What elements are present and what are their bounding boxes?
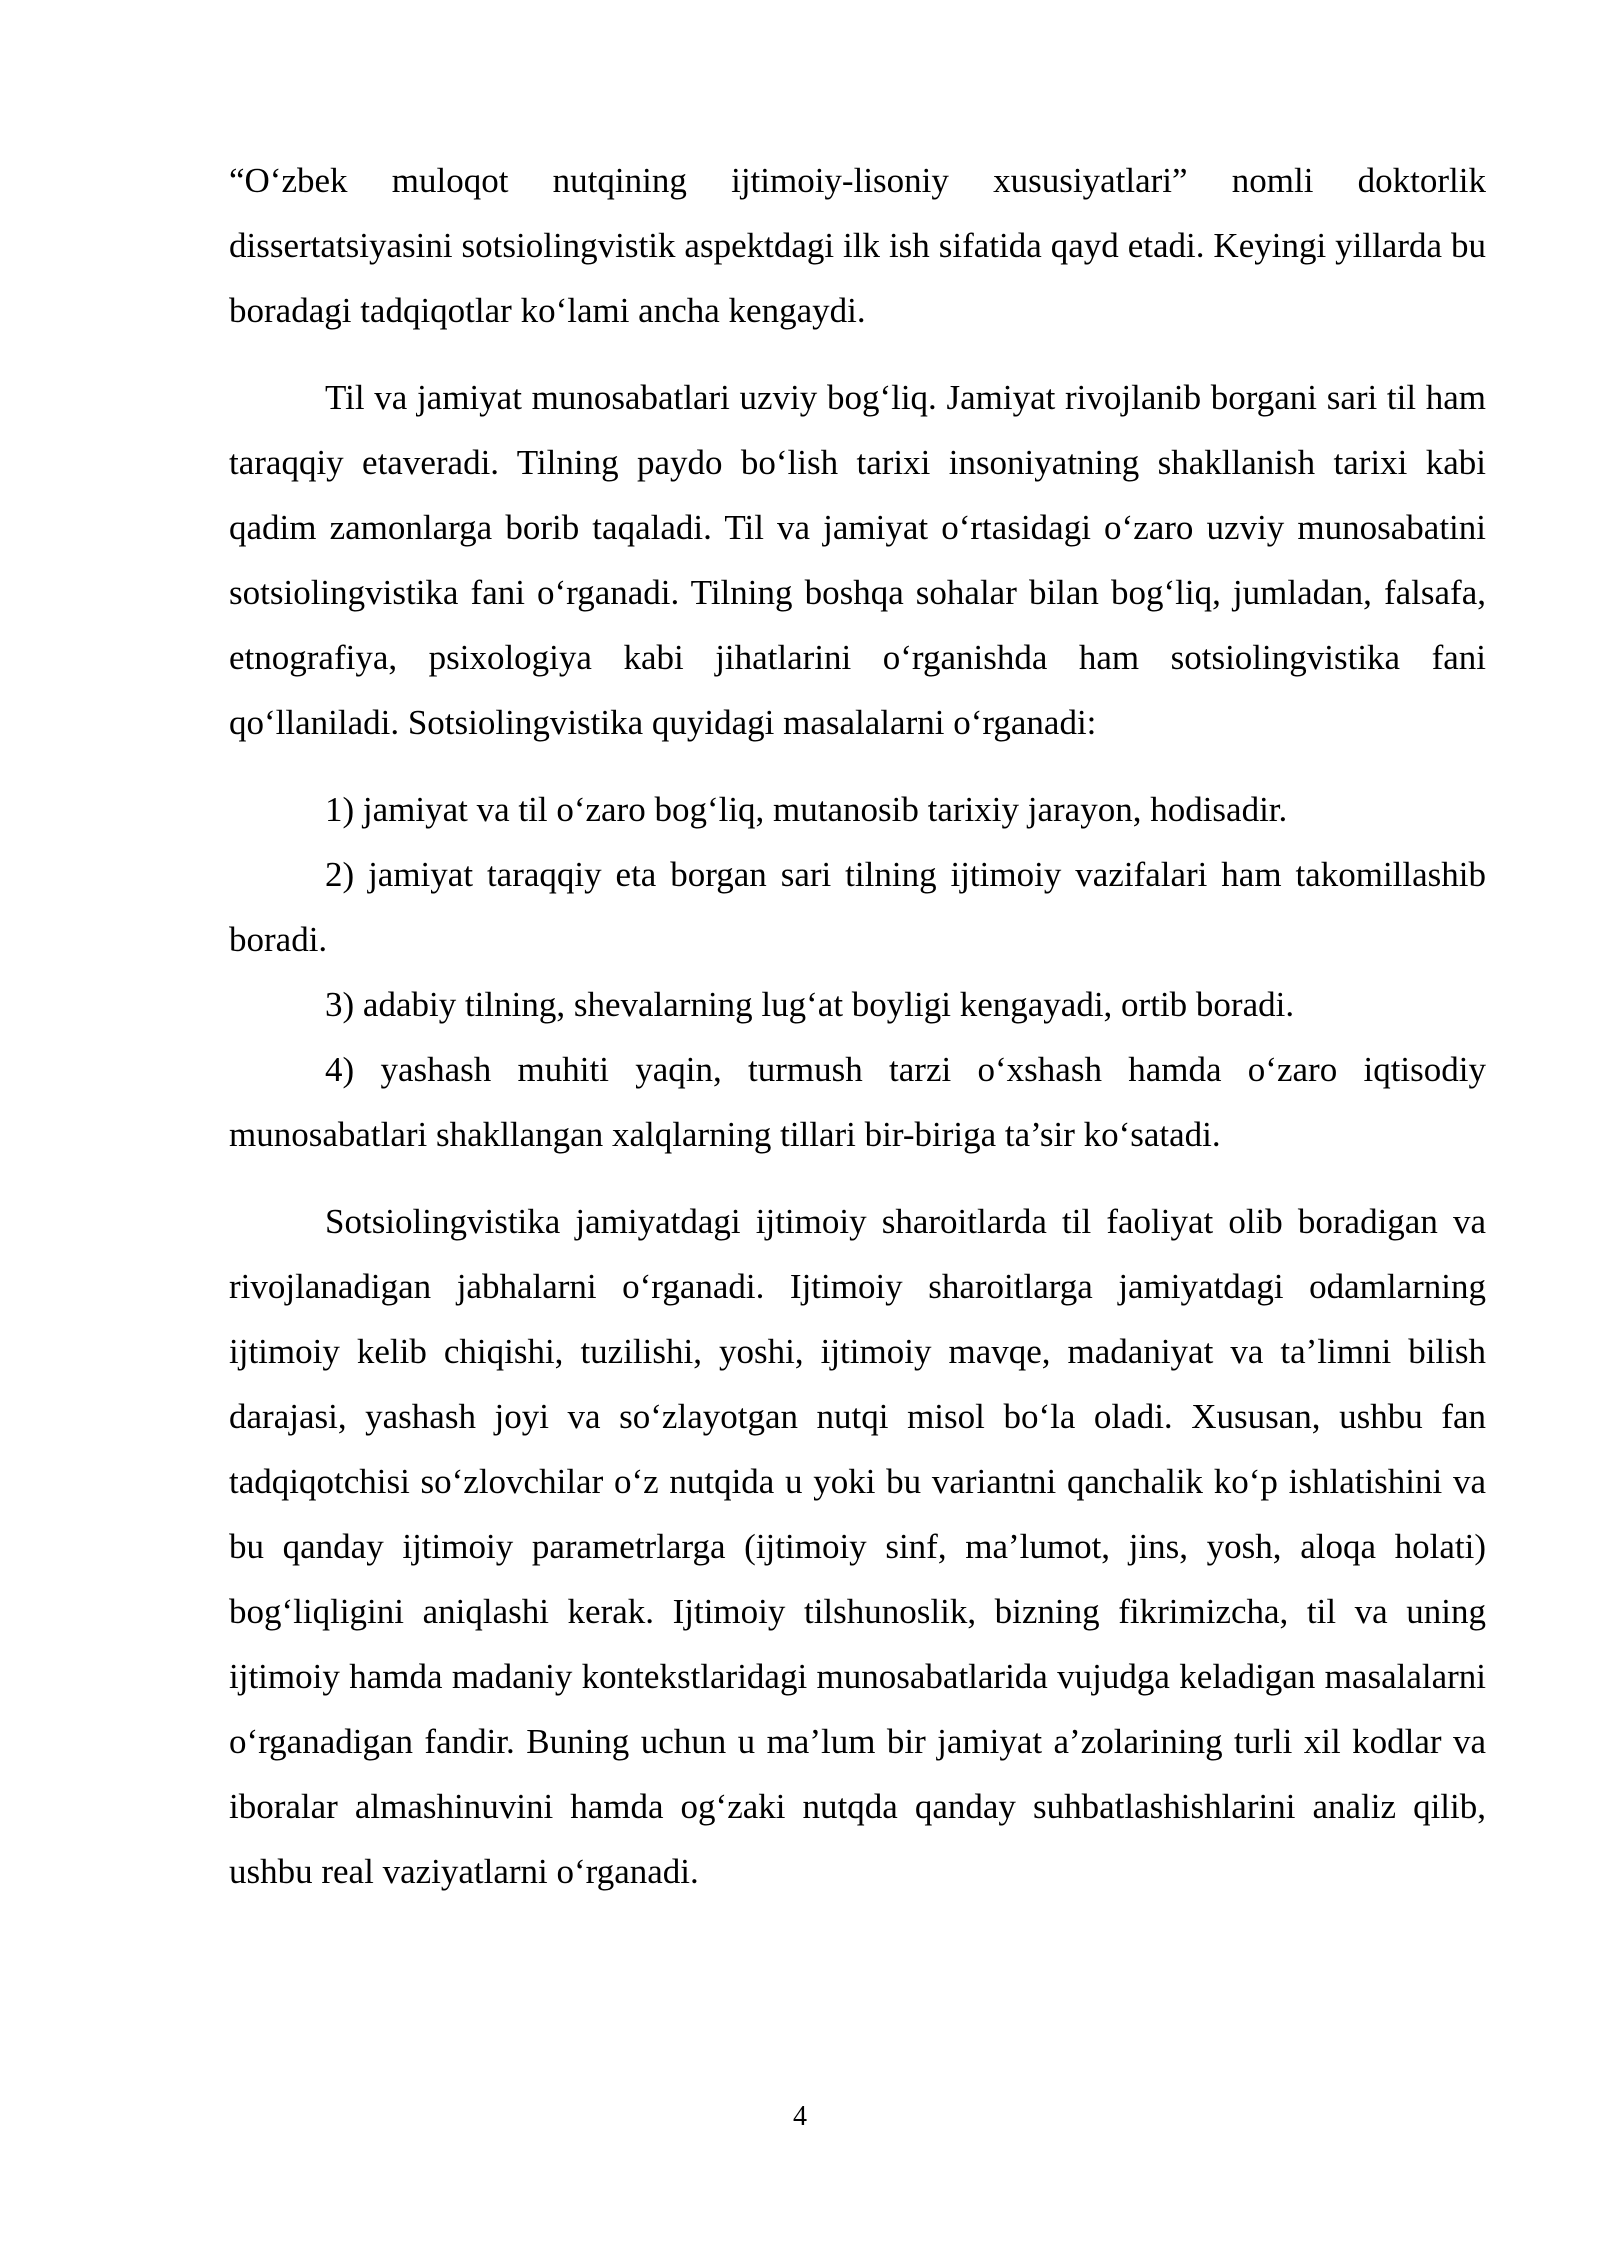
page-body <box>229 148 1486 1904</box>
paragraph-language-society: Til va jamiyat munosabatlari uzviy bog‘liq. Jamiyat rivojlanib borgani sari til ham taraqqiy etaveradi. Tilning paydo bo‘lish tarixi insoniyatning shakllanish tarixi kabi qadim zamonlarga borib taqaladi. Til va jamiyat o‘rtasidagi o‘zaro uzviy munosabatini sotsiolingvistika fani o‘rganadi. Tilning boshqa sohalar bilan bog‘liq, jumladan, falsafa, etnografiya, psixologiya kabi jihatlarini o‘rganishda ham sotsiolingvistika fani qo‘llaniladi. Sotsiolingvistika quyidagi masalalarni o‘rganadi: <box>229 378 1486 742</box>
list-item-3: 3) adabiy tilning, shevalarning lug‘at boyligi kengayadi, ortib boradi. <box>325 985 1295 1024</box>
page-number: 4 <box>793 2101 807 2132</box>
list-item-4: 4) yashash muhiti yaqin, turmush tarzi o‘xshash hamda o‘zaro iqtisodiy munosabatlari shakllangan xalqlarning tillari bir-biriga ta’sir ko‘satadi. <box>229 1050 1486 1154</box>
list-item-1: 1) jamiyat va til o‘zaro bog‘liq, mutanosib tarixiy jarayon, hodisadir. <box>325 790 1288 829</box>
list-item-2: 2) jamiyat taraqqiy eta borgan sari tilning ijtimoiy vazifalari ham takomillashib boradi. <box>229 855 1486 959</box>
paragraph-intro: “O‘zbek muloqot nutqining ijtimoiy-lisoniy xususiyatlari” nomli doktorlik dissertatsiyasini sotsiolingvistik aspektdagi ilk ish sifatida qayd etadi. Keyingi yillarda bu boradagi tadqiqotlar ko‘lami ancha kengaydi. <box>229 161 1486 330</box>
paragraph-sociolinguistics: Sotsiolingvistika jamiyatdagi ijtimoiy sharoitlarda til faoliyat olib boradigan va rivojlanadigan jabhalarni o‘rganadi. Ijtimoiy sharoitlarga jamiyatdagi odamlarning ijtimoiy kelib chiqishi, tuzilishi, yoshi, ijtimoiy mavqe, madaniyat va ta’limni bilish darajasi, yashash joyi va so‘zlayotgan nutqi misol bo‘la oladi. Xususan, ushbu fan tadqiqotchisi so‘zlovchilar o‘z nutqida u yoki bu variantni qanchalik ko‘p ishlatishini va bu qanday ijtimoiy parametrlarga (ijtimoiy sinf, ma’lumot, jins, yosh, aloqa holati) bog‘liqligini aniqlashi kerak. Ijtimoiy tilshunoslik, bizning fikrimizcha, til va uning ijtimoiy hamda madaniy kontekstlaridagi munosabatlarida vujudga keladigan masalalarni o‘rganadigan fandir. Buning uchun u ma’lum bir jamiyat a’zolarining turli xil kodlar va iboralar almashinuvini hamda og‘zaki nutqda qanday suhbatlashishlarini analiz qilib, ushbu real vaziyatlarni o‘rganadi. <box>229 1202 1486 1891</box>
